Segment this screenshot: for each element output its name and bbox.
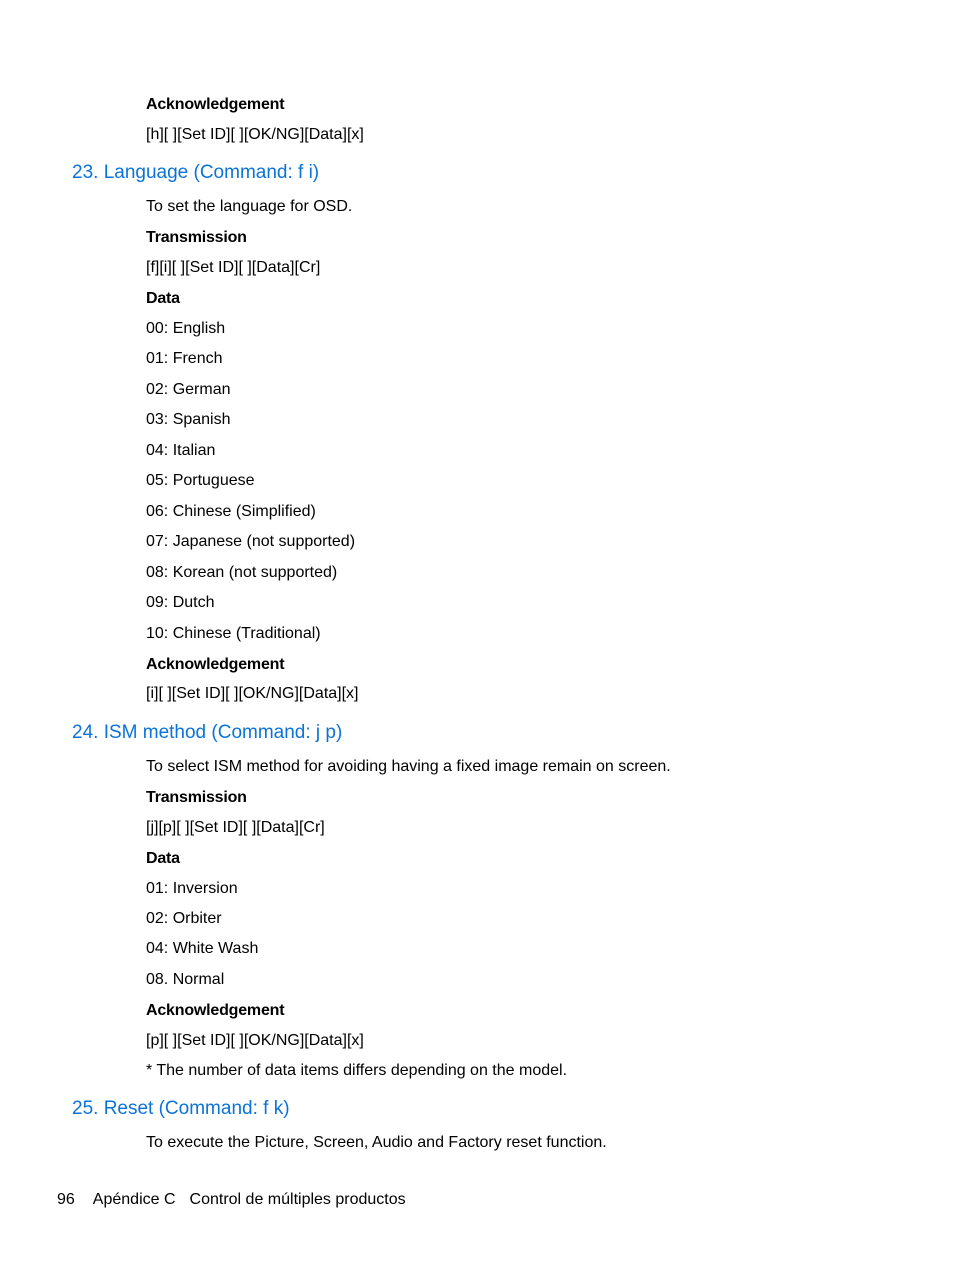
acknowledgement-label: Acknowledgement: [146, 1002, 285, 1019]
data-label: Data: [146, 290, 180, 307]
section-heading-language: 23. Language (Command: f i): [72, 162, 320, 183]
data-item: 01: French: [146, 350, 223, 367]
data-item: 04: White Wash: [146, 940, 259, 957]
acknowledgement-format: [h][ ][Set ID][ ][OK/NG][Data][x]: [146, 126, 364, 143]
data-item: 02: German: [146, 381, 231, 398]
data-item: 01: Inversion: [146, 880, 238, 897]
section-description: To set the language for OSD.: [146, 198, 353, 215]
section-description: To execute the Picture, Screen, Audio and Factory reset function.: [146, 1134, 607, 1151]
data-item: 03: Spanish: [146, 411, 231, 428]
footer-title: Control de múltiples productos: [189, 1191, 406, 1208]
acknowledgement-label: Acknowledgement: [146, 656, 285, 673]
data-item: 09: Dutch: [146, 594, 215, 611]
page-number: 96: [57, 1191, 75, 1208]
footer-chapter: Apéndice C: [92, 1191, 176, 1208]
section-heading-ism-method: 24. ISM method (Command: j p): [72, 722, 343, 743]
data-item: 04: Italian: [146, 442, 216, 459]
data-item: 05: Portuguese: [146, 472, 255, 489]
transmission-label: Transmission: [146, 789, 247, 806]
acknowledgement-label: Acknowledgement: [146, 96, 285, 113]
page-footer: [57, 1190, 406, 1210]
acknowledgement-format: [p][ ][Set ID][ ][OK/NG][Data][x]: [146, 1032, 364, 1049]
section-heading-reset: 25. Reset (Command: f k): [72, 1098, 290, 1119]
section-note: * The number of data items differs depending on the model.: [146, 1062, 568, 1079]
transmission-format: [f][i][ ][Set ID][ ][Data][Cr]: [146, 259, 321, 276]
data-item: 06: Chinese (Simplified): [146, 503, 316, 520]
transmission-label: Transmission: [146, 229, 247, 246]
data-item: 08. Normal: [146, 971, 225, 988]
data-item: 00: English: [146, 320, 226, 337]
section-description: To select ISM method for avoiding having a fixed image remain on screen.: [146, 758, 671, 775]
data-label: Data: [146, 850, 180, 867]
data-item: 08: Korean (not supported): [146, 564, 338, 581]
data-item: 10: Chinese (Traditional): [146, 625, 321, 642]
acknowledgement-format: [i][ ][Set ID][ ][OK/NG][Data][x]: [146, 685, 359, 702]
data-item: 02: Orbiter: [146, 910, 222, 927]
transmission-format: [j][p][ ][Set ID][ ][Data][Cr]: [146, 819, 325, 836]
data-item: 07: Japanese (not supported): [146, 533, 356, 550]
